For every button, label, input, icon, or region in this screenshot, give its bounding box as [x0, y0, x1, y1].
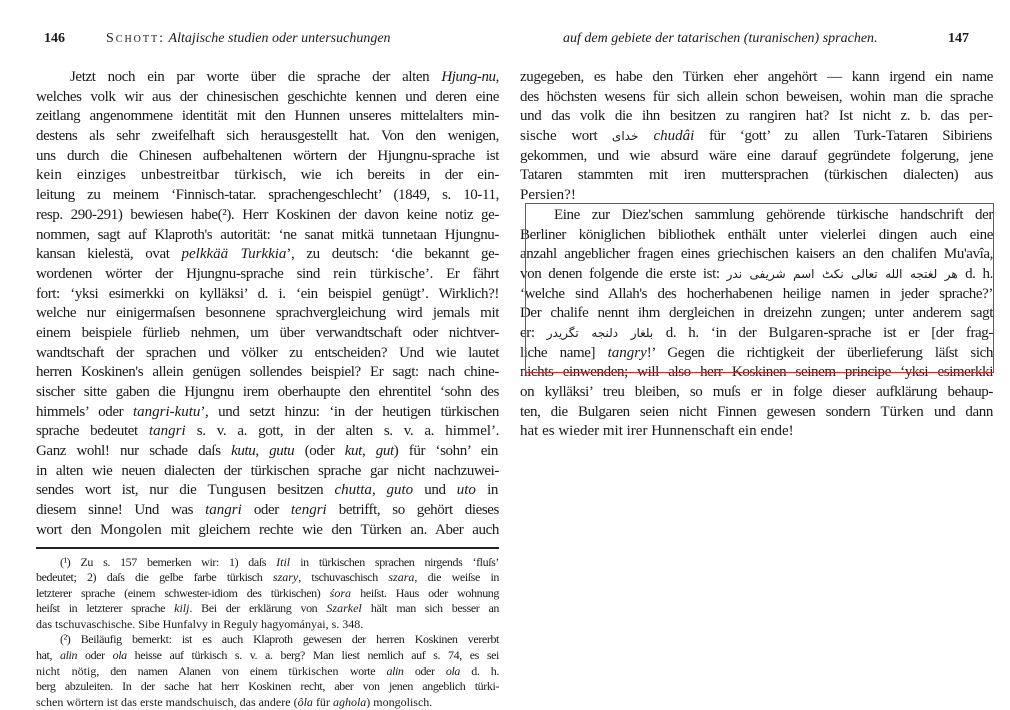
text-line: [36, 107, 499, 127]
emphasis-text: szary: [273, 570, 298, 584]
text-line: [36, 664, 499, 680]
text-line: [520, 324, 993, 344]
text-line: [36, 679, 499, 695]
emphasis-text: guto: [386, 482, 413, 498]
text-run: d. h. ‘in der: [653, 325, 768, 341]
text-run: Tataren stammten mit iren muttersprachen (türkischen dialecten) aus: [520, 167, 993, 183]
text-line: [36, 601, 499, 617]
emphasis-text: gutu: [269, 443, 294, 459]
text-run: !’ Gegen die richtigkeit der überlieferung läſst sich: [647, 345, 993, 361]
text-run: anzahl angeblicher fragen eines griechischen kaisers an den chalifen Mu'avîa,: [520, 246, 993, 262]
text-run: ten, die Bulgaren seien nicht Finnen gewesen sondern: [520, 404, 880, 420]
text-line: [36, 632, 499, 648]
text-run: (¹) Zu s. 157 bemerken wir: 1) daſs: [60, 555, 276, 569]
text-line: [36, 88, 499, 108]
header-text: [106, 31, 391, 47]
text-line: [36, 481, 499, 501]
text-run: ,: [496, 69, 499, 85]
text-run: . Bei der erklärung von: [189, 601, 326, 615]
text-run: resp. 290-291) bewiesen habe(²). Herr Koskinen der davon keine notiz ge-: [36, 207, 499, 223]
emphasis-text: alin: [60, 648, 77, 662]
header-author: Schott:: [106, 31, 165, 46]
text-run: nommen, sagt auf Klaproth's autorität: ‘ne sanat mitkä tunnetaan Hjungnu-: [36, 227, 499, 243]
text-run: gekommen, und wie absurd wäre eine darauf gegründete folgerung, jene: [520, 148, 993, 164]
text-run: ) für ‘sohn’ ein: [394, 443, 498, 459]
text-run: d. h.: [460, 664, 499, 678]
text-run: letzterer sprache (einem schwester-idiom des türkischen): [36, 586, 330, 600]
emphasis-text: chudâi: [653, 128, 694, 144]
emphasis-text: tengri: [291, 502, 327, 518]
text-line: [36, 570, 499, 586]
text-line: [36, 147, 499, 167]
text-line: [36, 324, 499, 344]
emphasis-text: nicht nötig: [36, 664, 96, 678]
text-line: [36, 521, 499, 541]
text-line: [36, 127, 499, 147]
text-run: welche nur einigermaſsen besonnene sprachvergleichung wird jemals mit: [36, 305, 499, 321]
text-run: wort den: [36, 522, 100, 538]
text-run: zeitlang angenommene identität mit den Hunnen unseres mittelalters min-: [36, 108, 499, 124]
text-run: Eine zur Diez'schen sammlung gehörende türkische handschrift der: [554, 207, 993, 223]
text-run: hat es wieder mit irer Hunnenschaft ein ende!: [520, 423, 794, 439]
text-run: liche name]: [520, 345, 608, 361]
text-run: Berliner königlichen bibliothek enthält unter vielerlei dingen auch eine: [520, 227, 993, 243]
text-run: betrifft, so gehört dieses: [327, 502, 499, 518]
text-run: (oder: [294, 443, 345, 459]
page-number: 147: [948, 31, 969, 47]
text-line: [36, 285, 499, 305]
text-run: , den namen Alanen von einem: [96, 664, 288, 678]
emphasis-text: tangri: [205, 502, 242, 518]
text-run: Ganz wohl! nur schade daſs: [36, 443, 231, 459]
header-title: auf dem gebiete der tatarischen (turanischen) sprachen.: [563, 31, 878, 47]
text-line: [520, 127, 993, 147]
text-run: fort: ‘yksi esimerkki on kylläksi’ d. i. ‘ein beispiel genügt’. Wirklich?!: [36, 286, 499, 302]
text-run: uns durch die Chinesen aufbehaltenen wörtern der Hjungnu-sprache ist: [36, 148, 499, 164]
text-line: [36, 442, 499, 462]
emphasis-text: kutu: [231, 443, 255, 459]
text-run: ,: [372, 482, 387, 498]
text-line: [36, 304, 499, 324]
text-run: oder: [77, 648, 113, 662]
emphasis-text: Hjung-nu: [441, 69, 495, 85]
text-run: herren Koskinen's allein genügen sollendes beispiel? Er sagt: nach chine-: [36, 364, 499, 380]
text-run: einem beispiele fürlieb nehmen, um über verwandtschaft oder nichtver-: [36, 325, 499, 341]
text-line: [520, 422, 993, 442]
text-run: in: [476, 482, 498, 498]
text-run: , tschuvaschisch: [298, 570, 388, 584]
text-run: hält man sich besser an: [362, 601, 499, 615]
text-run: ’, zu deutsch: ‘die bekannt ge-: [286, 246, 499, 262]
text-run: und das volk die ihn besitzen zu rangiren hat? Ist nicht z. b. das: [520, 108, 969, 124]
text-line: [520, 206, 993, 226]
text-run: Der chalife nennt ihm dergleichen in dreizehn zungen; unter anderem sagt: [520, 305, 993, 321]
text-run: sendes wort ist, nur die: [36, 482, 208, 498]
emphasis-text: śora: [330, 586, 351, 600]
text-line: [36, 363, 499, 383]
emphasis-text: per-: [969, 108, 993, 124]
emphasis-text: himmel: [445, 423, 491, 439]
text-line: [520, 403, 993, 423]
text-run: des höchsten wesens für sich allein schon beweisen, wohin man die sprache: [520, 89, 993, 105]
text-run: besitzen: [266, 482, 334, 498]
text-run: diesem sinne! Und was: [36, 502, 205, 518]
text-run: oder: [242, 502, 291, 518]
text-run: in türkischen sprachen nirgends ‘fluſs’: [290, 555, 499, 569]
text-line: [520, 88, 993, 108]
emphasis-text: kein einziges unbestreitbar türkisch: [36, 167, 283, 183]
text-run: wordenen wörter der Hjungnu-sprache sind: [36, 266, 333, 282]
text-line: [520, 186, 993, 206]
page-number: 146: [44, 31, 65, 47]
emphasis-text: Itil: [276, 555, 290, 569]
text-run: ’. Er fährt: [425, 266, 499, 282]
text-run: wort: [557, 128, 612, 144]
text-run: destens als sehr zweifelhaft sich herausgestellt hat. Von den wenigen,: [36, 128, 499, 144]
text-line: [520, 226, 993, 246]
emphasis-text: aghola: [333, 695, 366, 709]
text-run: mit gleichem rechte wie den Türken an. Aber auch: [162, 522, 499, 538]
text-line: [520, 166, 993, 186]
body-text: [36, 68, 499, 541]
text-run: , die weiſse in: [414, 570, 499, 584]
left-page: [0, 0, 505, 708]
emphasis-text: uto: [457, 482, 476, 498]
text-run: leitung zu meinem ‘Finnisch-tatar. sprachengeschlecht’ (1849, s. 10-11,: [36, 187, 499, 203]
emphasis-text: Szarkel: [326, 601, 361, 615]
text-line: [36, 586, 499, 602]
emphasis-text: sische: [520, 128, 557, 144]
text-run: in alten wie neuen dialecten der türkischen sprache gar nicht nachzuwei-: [36, 463, 499, 479]
emphasis-text: tangri-kutu: [133, 404, 201, 420]
text-line: [520, 285, 993, 305]
text-run: wandtschaft der sprachen und völker zu entscheiden? Und wie lautet: [36, 345, 499, 361]
text-line: [520, 265, 993, 285]
emphasis-text: ola: [113, 648, 127, 662]
footnote-rule: [36, 547, 499, 549]
emphasis-text: alin: [386, 664, 403, 678]
text-run: heiſst in letzterer sprache: [36, 601, 174, 615]
text-run: hat,: [36, 648, 60, 662]
text-line: [36, 617, 499, 633]
right-page: [505, 0, 1010, 708]
text-line: [36, 403, 499, 423]
footnote: [36, 632, 499, 710]
emphasis-text: Bulgaren: [768, 325, 823, 341]
text-run: oder: [404, 664, 446, 678]
text-line: [36, 226, 499, 246]
text-line: [520, 245, 993, 265]
text-line: [520, 344, 993, 364]
body-text: [520, 68, 993, 442]
text-line: [36, 186, 499, 206]
text-run: und: [413, 482, 457, 498]
text-line: [520, 147, 993, 167]
text-line: [520, 363, 993, 383]
text-line: [520, 68, 993, 88]
text-run: von denen folgende die erste ist:: [520, 266, 727, 282]
text-line: [36, 68, 499, 88]
text-run: on kylläksi’ treu bleiben, so muſs er in folge dieser aufklärung behaup-: [520, 384, 993, 400]
emphasis-text: szara: [388, 570, 414, 584]
text-run: berg abzuleiten. In der sache hat herr Koskinen recht, aber von jenen angeblich türki-: [36, 679, 499, 693]
text-line: [36, 383, 499, 403]
text-run: kansan kielestä, ovat: [36, 246, 182, 262]
text-run: welches volk wir aus der chinesischen geschichte kennen und deren eine: [36, 89, 499, 105]
text-run: , wie ich bereits in der ein-: [283, 167, 499, 183]
text-run: ,: [362, 443, 376, 459]
arabic-text: هر لغتجه الله تعالی نکٹ اسم شریفی ندر: [727, 267, 958, 281]
text-line: [36, 422, 499, 442]
emphasis-text: ôla: [298, 695, 313, 709]
arabic-text: خدای: [612, 129, 638, 143]
text-run: sprache bedeutet: [36, 423, 149, 439]
text-run: zugegeben, es habe den Türken eher angehört — kann irgend ein name: [520, 69, 993, 85]
arabic-text: بلغار دلنجه تگریدر: [547, 326, 654, 340]
emphasis-text: kilj: [174, 601, 189, 615]
footnote: [36, 555, 499, 633]
text-run: Persien?!: [520, 187, 576, 203]
text-line: [36, 166, 499, 186]
text-run: d. h.: [958, 266, 993, 282]
text-line: [36, 648, 499, 664]
text-run: sischer sitte gaben die Hjungnu irem oberhaupte den ehrentitel ‘sohn des: [36, 384, 499, 400]
footnotes: [36, 555, 499, 710]
text-run: und dann: [924, 404, 993, 420]
text-run: ‘welche sind Allah's des hocherhabenen heilige namen in jeder sprache?’: [520, 286, 993, 302]
text-run: ’.: [491, 423, 499, 439]
text-run: heiſst. Haus oder wohnung: [351, 586, 499, 600]
emphasis-text: tangry: [608, 345, 647, 361]
text-run: bedeutet; 2) daſs die gelbe farbe türkisch: [36, 570, 273, 584]
emphasis-text: türkischen: [289, 664, 339, 678]
text-run: für: [313, 695, 333, 709]
text-line: [36, 462, 499, 482]
emphasis-text: rein türkische: [333, 266, 425, 282]
text-line: [520, 304, 993, 324]
text-run: er:: [520, 325, 547, 341]
emphasis-text: Mongolen: [100, 522, 162, 538]
text-line: [36, 206, 499, 226]
emphasis-text: pelkkää Turkkia: [182, 246, 287, 262]
text-line: [520, 107, 993, 127]
text-line: [36, 245, 499, 265]
text-run: heisse auf türkisch s. v. a. berg? Man liest nemlich auf s. 74, es sei: [127, 648, 499, 662]
text-run: ) mongolisch.: [366, 695, 432, 709]
emphasis-text: tangri: [149, 423, 186, 439]
text-line: [36, 344, 499, 364]
text-run: -sprache ist er [der frag-: [823, 325, 993, 341]
text-run: s. v. a. gott, in der alten s. v. a.: [186, 423, 446, 439]
emphasis-text: ola: [446, 664, 460, 678]
text-run: [638, 128, 653, 144]
text-run: worte: [339, 664, 387, 678]
text-run: schen wörtern ist das erste mandschuisch, das andere (: [36, 695, 298, 709]
header-title: Altajische studien oder untersuchungen: [169, 31, 391, 46]
emphasis-text: kut: [345, 443, 362, 459]
text-run: Jetzt noch ein par worte über die sprache der alten: [70, 69, 441, 85]
emphasis-text: chutta: [334, 482, 372, 498]
text-run: für ‘gott’ zu allen Turk-Tataren Sibiriens: [694, 128, 992, 144]
emphasis-text: Tungusen: [208, 482, 267, 498]
text-line: [520, 383, 993, 403]
text-line: [36, 501, 499, 521]
text-line: [36, 265, 499, 285]
text-line: [36, 555, 499, 571]
emphasis-text: gut: [376, 443, 394, 459]
emphasis-text: Türken: [880, 404, 923, 420]
text-run: ’, und setzt hinzu: ‘in der heutigen türkischen: [200, 404, 499, 420]
text-run: ,: [255, 443, 269, 459]
text-run: (²) Beiläufig bemerkt: ist es auch Klaproth gewesen der herren Koskinen vererbt: [60, 632, 499, 646]
text-run: das tschuvaschische. Sibe Hunfalvy in Reguly hagyományai, s. 348.: [36, 617, 363, 631]
text-run: nichts einwenden; will also herr Koskinen seinem principe ‘yksi esimerkki: [520, 364, 993, 380]
text-run: himmels’ oder: [36, 404, 133, 420]
